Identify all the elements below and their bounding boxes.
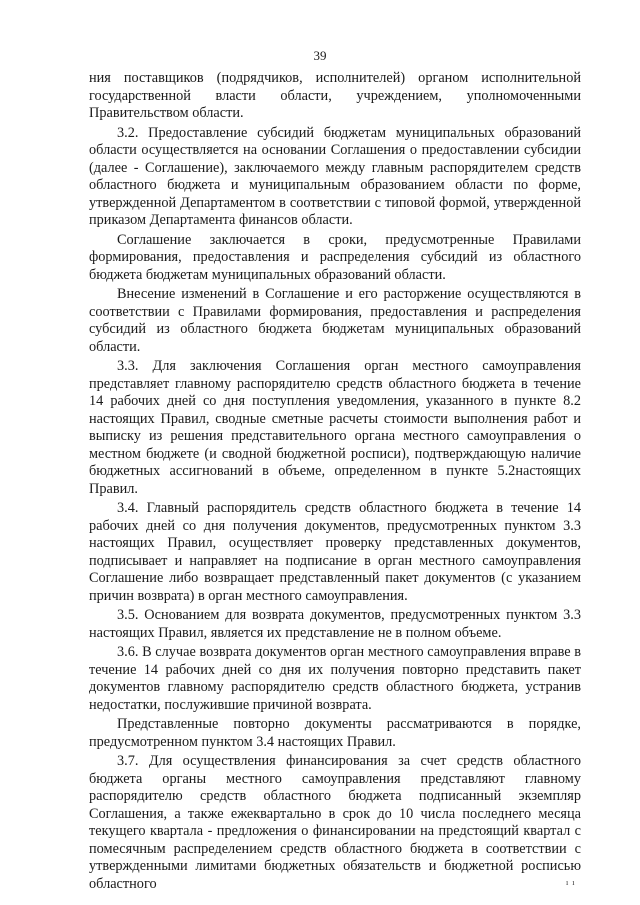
paragraph-agreement-terms: Соглашение заключается в сроки, предусмотренные Правилами формирования, предоставления и распределения субсидий из областного бюджета бюджетам муниципальных образований области. — [89, 231, 581, 283]
document-body — [89, 70, 581, 895]
page-number: 39 — [313, 48, 327, 63]
scan-mark-icon: ı — [566, 878, 573, 887]
paragraph-continuation: ния поставщиков (подрядчиков, исполнителей) органом исполнительной государственной власти области, учреждением, уполномоченными Правительством области. — [89, 70, 581, 121]
scan-marks — [566, 878, 578, 887]
paragraph-3-7: 3.7. Для осуществления финансирования за счет средств областного бюджета органы местного самоуправления представляют главному распорядителю средств областного бюджета подписанный экземпляр Соглашения, а также ежеквартально в срок до 10 числа последнего месяца текущего квартала - предложения о финансировании на предстоящий квартал с помесячным распределением средств областного бюджета в соответствии с утвержденными лимитами бюджетных обязательств и бюджетной росписью областного — [89, 753, 581, 892]
paragraph-3-5: 3.5. Основанием для возврата документов, предусмотренных пунктом 3.3 настоящих Правил, является их представление не в полном объеме. — [89, 607, 581, 641]
paragraph-resubmission: Представленные повторно документы рассматриваются в порядке, предусмотренном пунктом 3.4 настоящих Правил. — [89, 716, 581, 750]
paragraph-agreement-changes: Внесение изменений в Соглашение и его расторжение осуществляются в соответствии с Правилами формирования, предоставления и распределения субсидий из областного бюджета бюджетам муниципальных образований области. — [89, 286, 581, 355]
paragraph-3-4: 3.4. Главный распорядитель средств областного бюджета в течение 14 рабочих дней со дня получения документов, предусмотренных пунктом 3.3 настоящих Правил, осуществляет проверку представленных документов, подписывает и направляет на подписание в орган местного самоуправления Соглашение либо возвращает представленный пакет документов (с указанием причин возврата) в орган местного самоуправления. — [89, 500, 581, 604]
paragraph-3-6: 3.6. В случае возврата документов орган местного самоуправления вправе в течение 14 рабочих дней со дня их получения повторно представить пакет документов главному распорядителю средств областного бюджета, устранив недостатки, послужившие причиной возврата. — [89, 644, 581, 713]
paragraph-3-3: 3.3. Для заключения Соглашения орган местного самоуправления представляет главному распорядителю средств областного бюджета в течение 14 рабочих дней со дня поступления уведомления, указанного в пункте 8.2 настоящих Правил, сводные сметные расчеты стоимости выполнения работ и выписку из решения представительного органа местного самоуправления о местном бюджете (и сводной бюджетной росписи), подтверждающую наличие бюджетных ассигнований в объеме, определенном в пункте 5.2настоящих Правил. — [89, 358, 581, 497]
scan-mark-icon: ı — [572, 878, 579, 887]
paragraph-3-2: 3.2. Предоставление субсидий бюджетам муниципальных образований области осуществляется на основании Соглашения о предоставлении субсидии (далее - Соглашение), заключаемого между главным распорядителем средств областного бюджета и муниципальным образованием области по форме, утвержденной Департаментом в соответствии с типовой формой, утвержденной приказом Департамента финансов области. — [89, 124, 581, 228]
